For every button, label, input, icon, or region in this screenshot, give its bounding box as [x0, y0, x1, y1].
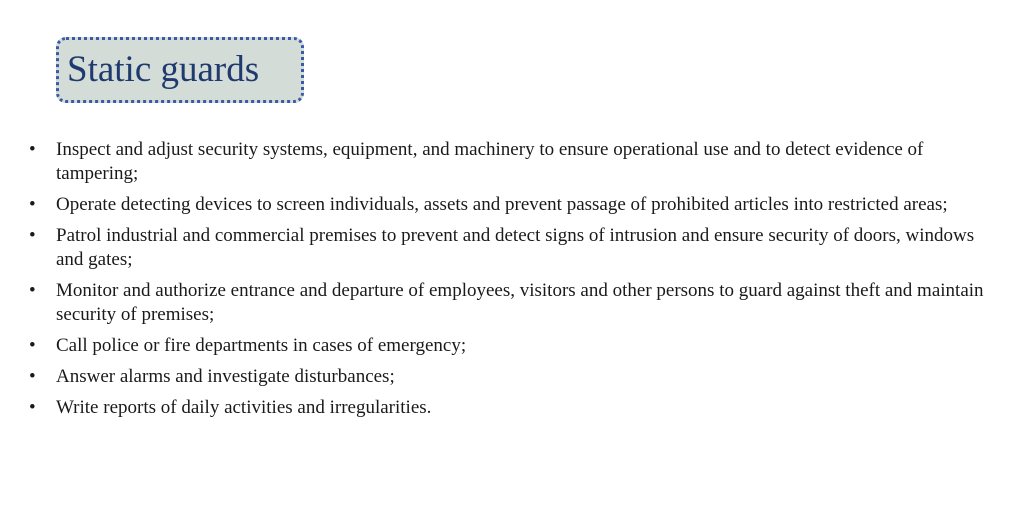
bullet-icon: • [29, 280, 36, 301]
bullet-text: Write reports of daily activities and irregularities. [56, 397, 432, 418]
bullet-text: Inspect and adjust security systems, equipment, and machinery to ensure operational use and to detect evidence of tampering; [56, 139, 924, 184]
list-item [28, 396, 992, 420]
bullet-icon: • [29, 194, 36, 215]
bullet-icon: • [29, 397, 36, 418]
list-item [28, 138, 992, 186]
list-item [28, 193, 992, 217]
bullet-text: Answer alarms and investigate disturbances; [56, 366, 395, 387]
bullet-text: Patrol industrial and commercial premises to prevent and detect signs of intrusion and ensure security of doors, windows and gates; [56, 225, 975, 270]
bullet-text: Monitor and authorize entrance and departure of employees, visitors and other persons to guard against theft and maintain security of premises; [56, 280, 984, 325]
slide-title: Static guards [67, 49, 260, 90]
bullet-icon: • [29, 225, 36, 246]
title-box [56, 37, 304, 103]
list-item [28, 365, 992, 389]
bullet-icon: • [29, 366, 36, 387]
list-item [28, 224, 992, 272]
bullet-text: Call police or fire departments in cases of emergency; [56, 335, 467, 356]
bullet-list [28, 138, 992, 427]
list-item [28, 334, 992, 358]
bullet-icon: • [29, 335, 36, 356]
list-item [28, 279, 992, 327]
bullet-icon: • [29, 139, 36, 160]
bullet-text: Operate detecting devices to screen individuals, assets and prevent passage of prohibited articles into restricted areas; [56, 194, 948, 215]
